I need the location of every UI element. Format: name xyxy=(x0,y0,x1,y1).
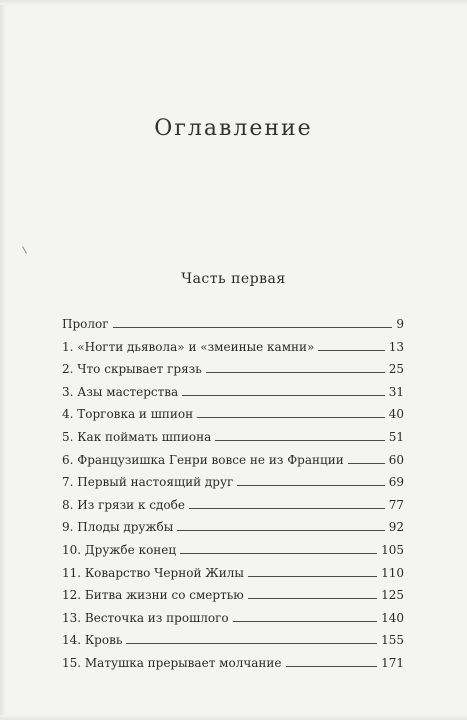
toc-entry-page: 40 xyxy=(388,407,404,422)
toc-entry-page: 9 xyxy=(396,317,404,331)
toc-leader-line xyxy=(177,530,384,531)
toc-entry-page: 69 xyxy=(388,475,404,490)
toc-entry[interactable] xyxy=(62,656,404,679)
toc-entry-page: 60 xyxy=(388,452,404,467)
toc-entry-page: 51 xyxy=(388,429,404,444)
toc-leader-line xyxy=(113,327,393,328)
toc-entry-page: 13 xyxy=(388,339,404,354)
toc-entry-title: 12. Битва жизни со смертью xyxy=(62,588,244,603)
toc-entry-page: 77 xyxy=(388,497,404,512)
toc-leader-line xyxy=(180,553,377,554)
toc-entry[interactable] xyxy=(62,543,404,566)
toc-leader-line xyxy=(237,485,384,486)
toc-entry-title: 15. Матушка прерывает молчание xyxy=(62,655,282,670)
toc-entry[interactable] xyxy=(62,566,404,589)
toc-leader-line xyxy=(248,598,377,599)
toc-entry-title: 9. Плоды дружбы xyxy=(62,520,174,535)
page-edge-shadow-bottom xyxy=(0,715,467,720)
page-title: Оглавление xyxy=(154,116,313,141)
toc-entry-page: 171 xyxy=(381,655,404,670)
toc-entry[interactable] xyxy=(62,430,404,453)
page-edge-shadow-top xyxy=(0,0,467,5)
toc-entry-title: 11. Коварство Черной Жилы xyxy=(62,565,244,580)
toc-entry-title: 14. Кровь xyxy=(62,633,123,648)
toc-entry-page: 31 xyxy=(388,384,404,399)
toc-entry-page: 92 xyxy=(388,520,404,535)
toc-leader-line xyxy=(233,621,378,622)
toc-entry-title: 2. Что скрывает грязь xyxy=(62,362,202,377)
toc-entry-page: 25 xyxy=(388,362,404,377)
toc-entry-page: 105 xyxy=(381,542,404,557)
toc-leader-line xyxy=(189,508,385,509)
toc-entry-title: 1. «Ногти дьявола» и «змеиные камни» xyxy=(62,339,315,354)
toc-entry[interactable] xyxy=(62,633,404,656)
toc-entry-title: 7. Первый настоящий друг xyxy=(62,475,234,490)
toc-entry-title: 5. Как поймать шпиона xyxy=(62,429,212,444)
toc-entry[interactable] xyxy=(62,317,404,340)
toc-leader-line xyxy=(348,463,385,464)
toc-entry[interactable] xyxy=(62,611,404,634)
toc-leader-line xyxy=(318,350,384,351)
toc-leader-line xyxy=(197,417,385,418)
toc-leader-line xyxy=(126,643,377,644)
toc-entry-page: 155 xyxy=(381,633,404,648)
toc-leader-line xyxy=(215,440,384,441)
toc-entry[interactable] xyxy=(62,407,404,430)
stray-mark xyxy=(22,246,27,253)
toc-entry-page: 125 xyxy=(381,588,404,603)
toc-entry-title: 10. Дружбе конец xyxy=(62,542,177,557)
toc-entry[interactable] xyxy=(62,453,404,476)
toc-entry-title: 6. Французишка Генри вовсе не из Франции xyxy=(62,452,344,467)
toc-leader-line xyxy=(286,666,378,667)
toc-entry[interactable] xyxy=(62,588,404,611)
toc-entry-title: 3. Азы мастерства xyxy=(62,384,179,399)
toc-entry-title: 8. Из грязи к сдобе xyxy=(62,497,185,512)
toc-leader-line xyxy=(206,372,385,373)
toc-entry[interactable] xyxy=(62,475,404,498)
toc-entry-page: 140 xyxy=(381,610,404,625)
toc-entry-title: 4. Торговка и шпион xyxy=(62,407,194,422)
table-of-contents xyxy=(62,317,404,679)
page-edge-shadow xyxy=(0,0,6,720)
toc-leader-line xyxy=(182,395,385,396)
toc-entry-page: 110 xyxy=(381,565,404,580)
toc-entry-title: Пролог xyxy=(62,317,109,331)
toc-entry[interactable] xyxy=(62,362,404,385)
toc-entry[interactable] xyxy=(62,498,404,521)
toc-entry[interactable] xyxy=(62,385,404,408)
toc-leader-line xyxy=(248,576,377,577)
toc-entry[interactable] xyxy=(62,520,404,543)
toc-entry-title: 13. Весточка из прошлого xyxy=(62,610,229,625)
toc-entry[interactable] xyxy=(62,340,404,363)
part-title: Часть первая xyxy=(181,271,286,287)
